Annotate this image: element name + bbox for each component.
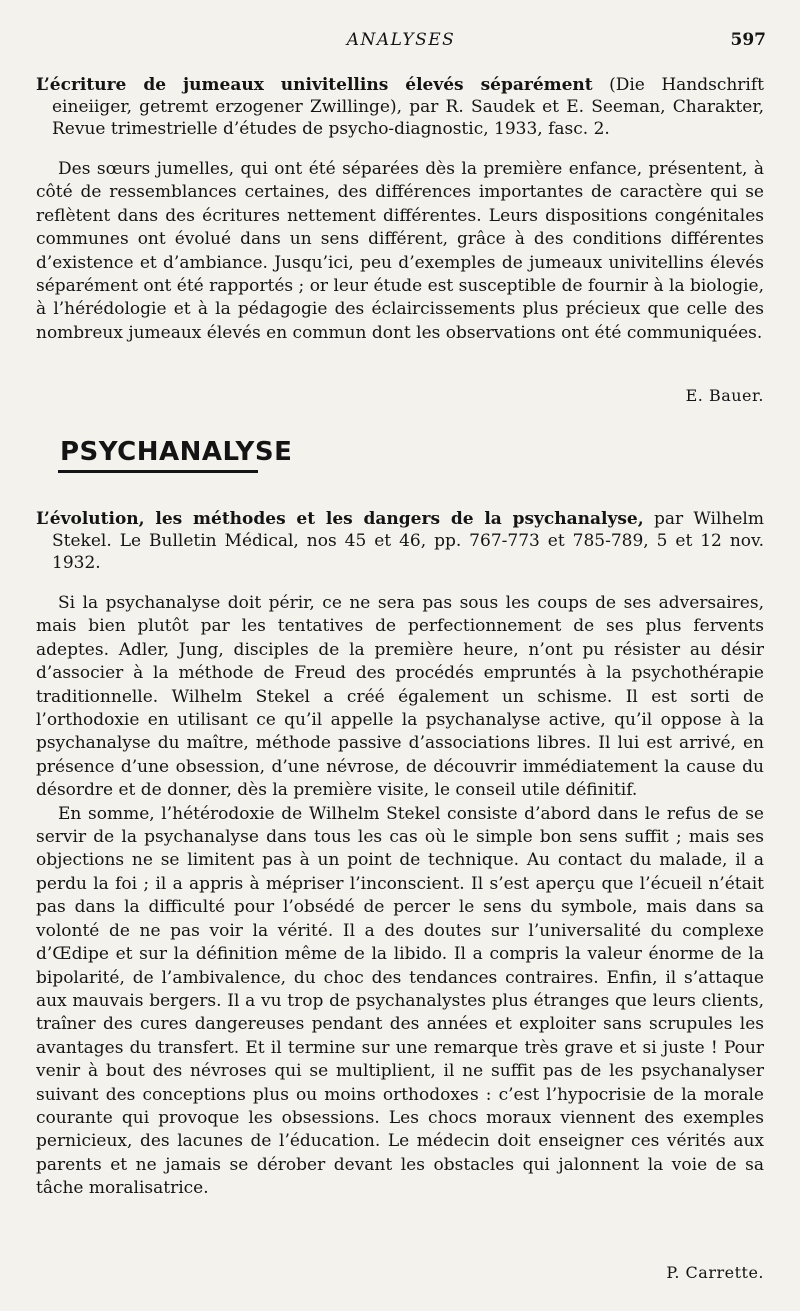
- article-2-title: L’évolution, les méthodes et les dangers de la psychanalyse,: [36, 509, 644, 529]
- article-1-reference: (Die Handschrift eineiiger, getremt erzogener Zwillinge), par R. Saudek et E. Seeman, Charakter, Revue trimestrielle d’études de psycho-diagnostic, 1933, fasc. 2.: [52, 75, 764, 139]
- running-head-title: ANALYSES: [346, 30, 456, 50]
- article-1-title: L’écriture de jumeaux univitellins élevés séparément: [36, 75, 593, 95]
- article-1-signature: E. Bauer.: [685, 386, 764, 405]
- page-number: 597: [730, 30, 766, 50]
- article-2-paragraph-1: Si la psychanalyse doit périr, ce ne sera pas sous les coups de ses adversaires, mais bien plutôt par les tentatives de perfectionnement de ses plus fervents adeptes. Adler, Jung, disciples de la première heure, n’ont pu résister au désir d’associer à la méthode de Freud des procédés empruntés à la psychothérapie traditionnelle. Wilhelm Stekel a créé également un schisme. Il est sorti de l’orthodoxie en utilisant ce qu’il appelle la psychanalyse active, qu’il oppose à la psychanalyse du maître, méthode passive d’associations libres. Il lui est arrivé, en présence d’une obsession, d’une névrose, de découvrir immédiatement la cause du désordre et de donner, dès la première visite, le conseil utile définitif.: [36, 593, 764, 801]
- article-2-reference: par Wilhelm Stekel. Le Bulletin Médical, nos 45 et 46, pp. 767-773 et 785-789, 5 et 12 nov. 1932.: [52, 509, 764, 573]
- section-title-underline: [58, 470, 258, 473]
- article-2-heading: [36, 508, 764, 574]
- article-2-signature: P. Carrette.: [666, 1263, 764, 1282]
- article-2-paragraph-2: En somme, l’hétérodoxie de Wilhelm Stekel consiste d’abord dans le refus de se servir de la psychanalyse dans tous les cas où le simple bon sens suffit ; mais ses objections ne se limitent pas à un point de technique. Au contact du malade, il a perdu la foi ; il a appris à mépriser l’inconscient. Il s’est aperçu que l’écueil n’était pas dans la difficulté pour l’obsédé de percer le sens du symbole, mais dans sa volonté de ne pas voir la vérité. Il a des doutes sur l’universalité du complexe d’Œdipe et sur la définition même de la libido. Il a compris la valeur énorme de la bipolarité, de l’ambivalence, du choc des tendances contraires. Enfin, il s’attaque aux mauvais bergers. Il a vu trop de psychanalystes plus étranges que leurs clients, traîner des cures dangereuses pendant des années et exploiter sans scrupules les avantages du transfert. Et il termine sur une remarque très grave et si juste ! Pour venir à bout des névroses qui se multiplient, il ne suffit pas de les psychanalyser suivant des conceptions plus ou moins orthodoxes : c’est l’hypocrisie de la morale courante qui provoque les obsessions. Les chocs moraux viennent des exemples pernicieux, des lacunes de l’éducation. Le médecin doit enseigner ces vérités aux parents et ne jamais se dérober devant les obstacles qui jalonnent la voie de sa tâche moralisatrice.: [36, 803, 764, 1199]
- running-head: [36, 30, 766, 58]
- section-title: PSYCHANALYSE: [60, 437, 293, 467]
- article-2: [36, 508, 764, 1201]
- article-1-body: Des sœurs jumelles, qui ont été séparées dès la première enfance, présentent, à côté de ressemblances certaines, des différences importantes de caractère qui se reflètent dans des écritures nettement différentes. Leurs dispositions congénitales communes ont évolué dans un sens différent, grâce à des conditions différentes d’existence et d’ambiance. Jusqu’ici, peu d’exemples de jumeaux univitellins élevés séparément ont été rapportés ; or leur étude est susceptible de fournir à la biologie, à l’hérédologie et à la pédagogie des éclaircissements plus précieux que celle des nombreux jumeaux élevés en commun dont les observations ont été communiquées.: [36, 159, 764, 343]
- article-1: [36, 74, 764, 345]
- article-1-heading: [36, 74, 764, 140]
